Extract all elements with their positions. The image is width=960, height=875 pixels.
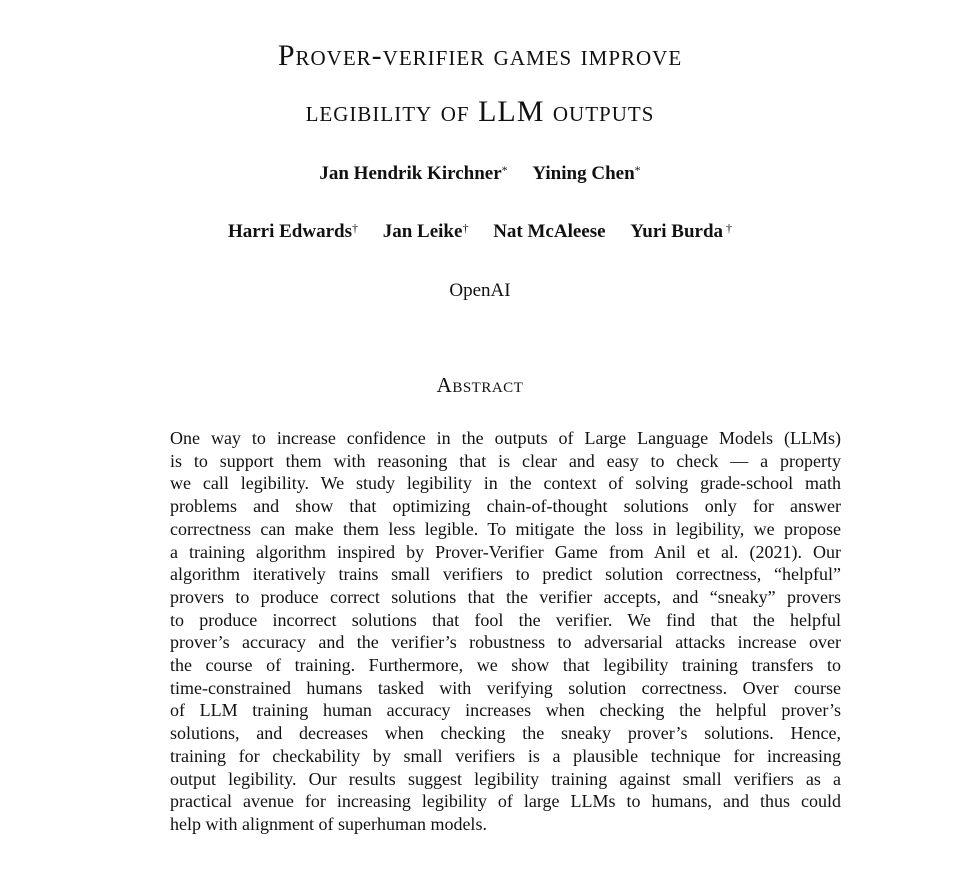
abstract-line: algorithm iteratively trains small verifiers to predict solution correctness, “helpful” bbox=[170, 564, 841, 585]
author-name: Jan Leike bbox=[382, 221, 463, 242]
author-mark: † bbox=[723, 221, 733, 235]
abstract-line: output legibility. Our results suggest legibility training against small verifiers as a bbox=[170, 768, 841, 789]
author-mark: * bbox=[501, 163, 508, 177]
paper-title bbox=[0, 28, 960, 140]
author bbox=[493, 220, 605, 244]
authors-row-2 bbox=[0, 220, 960, 244]
abstract-line: training for checkability by small verifiers is a plausible technique for increasing bbox=[170, 745, 841, 766]
author-name: Yining Chen bbox=[532, 163, 635, 184]
author-name: Yuri Burda bbox=[630, 221, 724, 242]
author bbox=[532, 162, 640, 186]
abstract-line: correctness can make them less legible. To mitigate the loss in legibility, we propose bbox=[170, 518, 841, 539]
author-mark: † bbox=[462, 221, 469, 235]
abstract-line: is to support them with reasoning that is clear and easy to check — a property bbox=[170, 450, 841, 471]
abstract-line: prover’s accuracy and the verifier’s robustness to adversarial attacks increase over bbox=[170, 632, 841, 653]
authors-row-1 bbox=[0, 162, 960, 186]
abstract-line: a training algorithm inspired by Prover-Verifier Game from Anil et al. (2021). Our bbox=[170, 541, 841, 562]
abstract-heading: Abstract bbox=[436, 373, 524, 397]
abstract-line: practical avenue for increasing legibility of large LLMs to humans, and thus could bbox=[170, 791, 841, 812]
title-line-1: Prover-verifier games improve bbox=[277, 39, 683, 72]
abstract-line: One way to increase confidence in the outputs of Large Language Models (LLMs) bbox=[170, 428, 841, 448]
abstract-line: time-constrained humans tasked with verifying solution correctness. Over course bbox=[170, 677, 841, 698]
author bbox=[383, 220, 469, 244]
affiliation: OpenAI bbox=[449, 280, 511, 301]
abstract-line: the course of training. Furthermore, we show that legibility training transfers to bbox=[170, 655, 841, 676]
abstract-line: we call legibility. We study legibility in the context of solving grade-school math bbox=[170, 473, 841, 494]
author-mark: * bbox=[634, 163, 641, 177]
title-line-2: legibility of LLM outputs bbox=[305, 95, 655, 128]
abstract-line: to produce incorrect solutions that fool the verifier. We find that the helpful bbox=[170, 609, 841, 630]
author-name: Jan Hendrik Kirchner bbox=[319, 163, 502, 184]
abstract-body bbox=[170, 427, 841, 836]
abstract-line: of LLM training human accuracy increases when checking the helpful prover’s bbox=[170, 700, 841, 721]
abstract-line: solutions, and decreases when checking the sneaky prover’s solutions. Hence, bbox=[170, 723, 841, 744]
author bbox=[630, 220, 732, 244]
author bbox=[228, 220, 358, 244]
author bbox=[319, 162, 507, 186]
abstract-line: help with alignment of superhuman models. bbox=[170, 813, 487, 834]
abstract-line: provers to produce correct solutions that the verifier accepts, and “sneaky” provers bbox=[170, 586, 841, 607]
abstract-line: problems and show that optimizing chain-of-thought solutions only for answer bbox=[170, 496, 841, 517]
author-mark: † bbox=[351, 221, 358, 235]
author-name: Nat McAleese bbox=[493, 221, 606, 242]
author-name: Harri Edwards bbox=[227, 221, 352, 242]
